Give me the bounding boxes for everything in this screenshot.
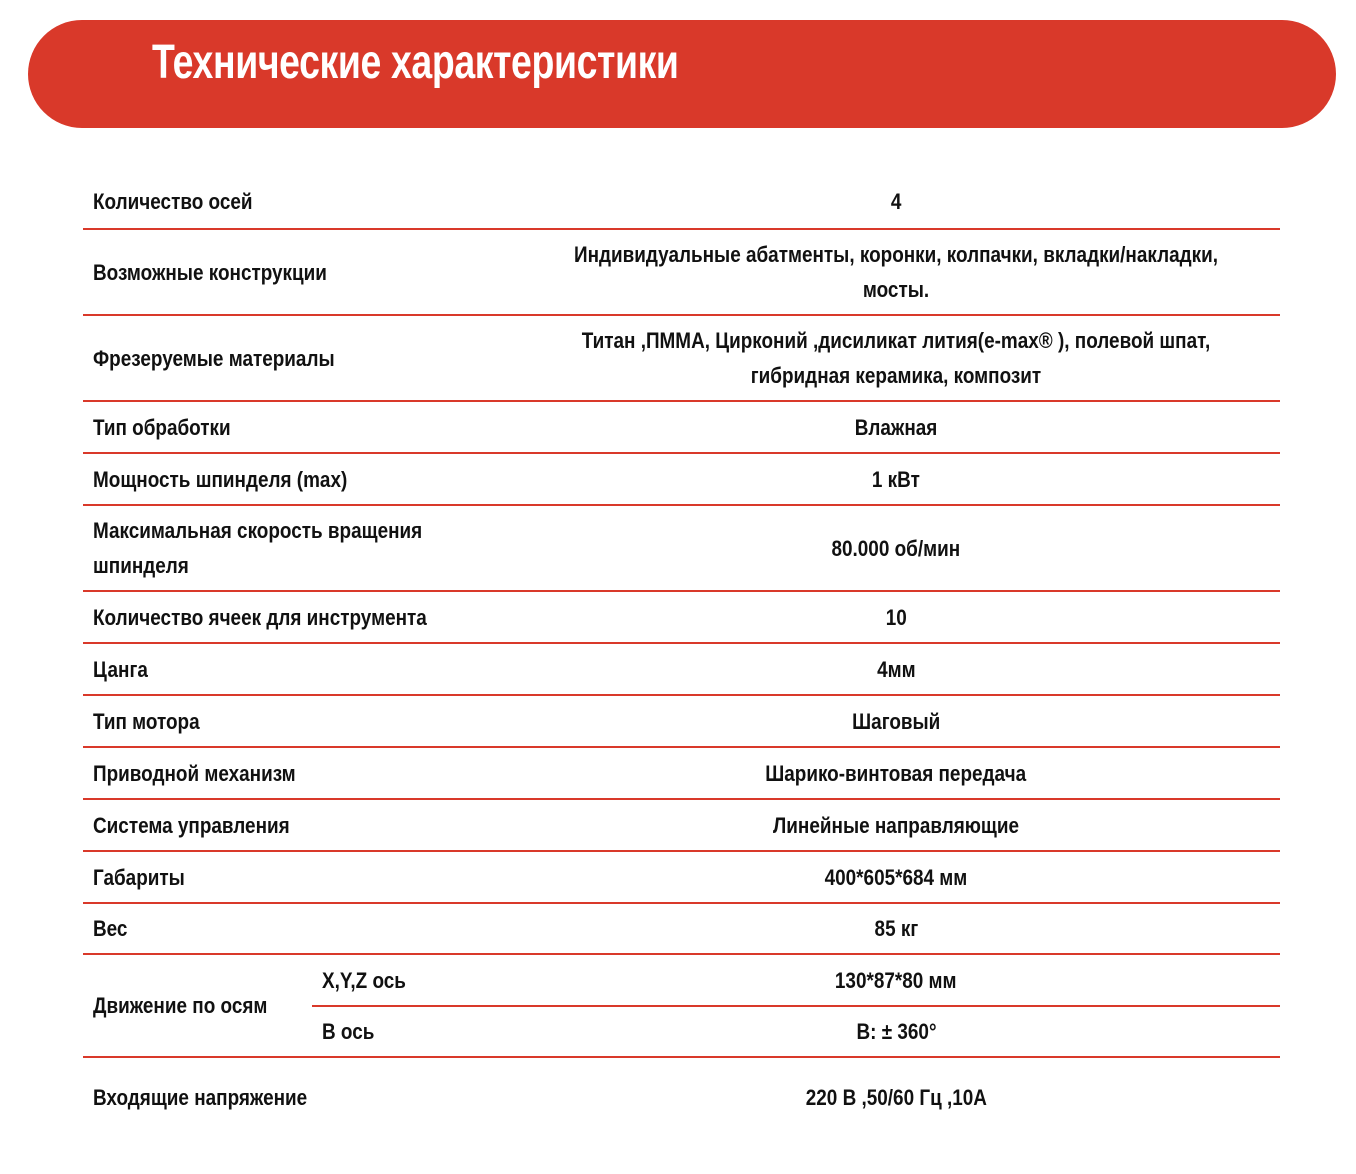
spec-value: 220 В ,50/60 Гц ,10А xyxy=(805,1085,987,1110)
spec-label: Габариты xyxy=(93,864,185,890)
table-row xyxy=(83,799,1280,851)
spec-value: Линейные направляющие xyxy=(772,812,1020,838)
spec-label: Цанга xyxy=(93,656,148,682)
spec-label: Приводной механизм xyxy=(93,760,296,786)
spec-label: Тип мотора xyxy=(93,708,200,734)
table-row xyxy=(83,643,1280,695)
spec-value: 1 кВт xyxy=(872,466,920,492)
spec-value: 400*605*684 мм xyxy=(824,864,968,890)
table-row xyxy=(83,954,1280,1006)
table-row xyxy=(83,695,1280,747)
spec-label: Количество осей xyxy=(93,189,253,214)
spec-value: 4мм xyxy=(876,656,916,682)
spec-value: 10 xyxy=(885,604,907,630)
table-row xyxy=(83,747,1280,799)
spec-label: Максимальная скорость вращения шпинделя xyxy=(93,518,423,578)
axis-sub-label: B ось xyxy=(322,1019,375,1044)
table-row xyxy=(83,315,1280,401)
table-row xyxy=(83,401,1280,453)
page-title: Технические характеристики xyxy=(152,36,679,89)
spec-value: 4 xyxy=(890,189,902,214)
table-row xyxy=(83,229,1280,315)
spec-label: Входящие напряжение xyxy=(93,1085,308,1110)
spec-label: Система управления xyxy=(93,812,290,838)
table-row xyxy=(83,175,1280,229)
spec-label: Количество ячеек для инструмента xyxy=(93,604,427,630)
table-row xyxy=(83,903,1280,954)
spec-table xyxy=(83,175,1280,1137)
spec-label: Тип обработки xyxy=(93,414,231,440)
spec-label: Мощность шпинделя (max) xyxy=(93,466,348,492)
axis-motion-label: Движение по осям xyxy=(93,993,268,1018)
spec-value: Шарико-винтовая передача xyxy=(765,760,1027,786)
spec-value: Влажная xyxy=(854,414,938,440)
axis-sub-value: B: ± 360° xyxy=(856,1019,937,1044)
axis-sub-value: 130*87*80 мм xyxy=(835,967,957,993)
table-row xyxy=(83,851,1280,903)
spec-value: 85 кг xyxy=(874,916,918,941)
spec-value: Шаговый xyxy=(851,708,941,734)
spec-value: Индивидуальные абатменты, коронки, колпачки, вкладки/накладки, мосты. xyxy=(574,242,1219,302)
table-row xyxy=(83,591,1280,643)
spec-label: Вес xyxy=(93,916,128,941)
table-row xyxy=(83,505,1280,591)
spec-label: Возможные конструкции xyxy=(93,259,327,285)
spec-label: Фрезеруемые материалы xyxy=(93,345,335,371)
spec-value: 80.000 об/мин xyxy=(831,535,961,561)
table-row xyxy=(83,453,1280,505)
table-row xyxy=(83,1057,1280,1137)
spec-value: Титан ,ПММА, Цирконий ,дисиликат лития(e-max® ), полевой шпат, гибридная керамика, композит xyxy=(581,328,1211,388)
axis-sub-label: X,Y,Z ось xyxy=(322,967,406,993)
